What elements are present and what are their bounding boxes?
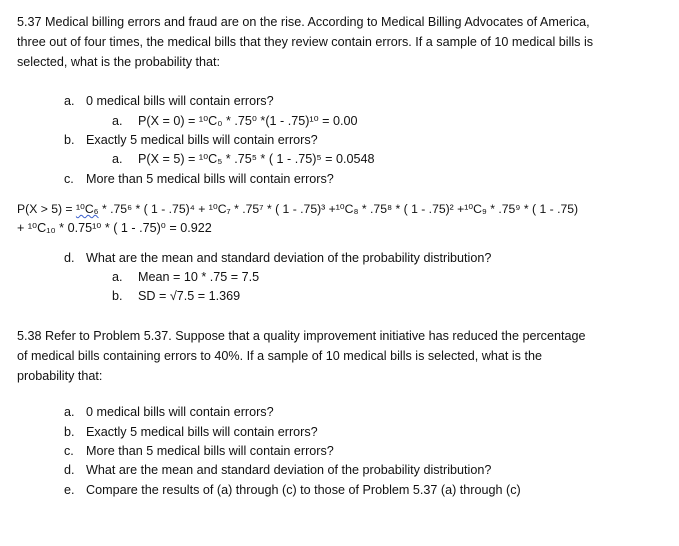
answer-text: P(X = 0) = ¹⁰C₀ * .75⁰ *(1 - .75)¹⁰ = 0.00	[138, 114, 358, 128]
answer-537-c-line2	[17, 219, 212, 237]
item-538-b	[64, 423, 318, 441]
list-marker: a.	[64, 94, 75, 108]
list-marker: b.	[112, 289, 123, 303]
problem-538-intro	[17, 326, 667, 386]
item-538-d	[64, 461, 491, 479]
item-538-c	[64, 442, 334, 460]
answer-537-a	[112, 112, 358, 130]
list-marker: e.	[64, 483, 75, 497]
list-marker: b.	[64, 133, 75, 147]
answer-537-d-sd	[112, 287, 240, 305]
spellcheck-underlined-term: ¹⁰C₆	[75, 202, 99, 216]
item-537-b	[64, 131, 318, 149]
answer-537-d-mean	[112, 268, 259, 286]
question-text: What are the mean and standard deviation of the probability distribution?	[86, 463, 492, 477]
intro-line: three out of four times, the medical bills that they review contain errors. If a sample of 10 medical bills is	[17, 35, 594, 49]
intro-line: selected, what is the probability that:	[17, 55, 221, 69]
list-marker: a.	[112, 152, 123, 166]
question-text: 0 medical bills will contain errors?	[86, 94, 274, 108]
list-marker: c.	[64, 444, 74, 458]
problem-537-intro	[17, 12, 667, 72]
question-text: More than 5 medical bills will contain errors?	[86, 444, 334, 458]
answer-537-c-line1	[17, 200, 578, 218]
question-text: Exactly 5 medical bills will contain errors?	[86, 133, 318, 147]
question-text: Exactly 5 medical bills will contain errors?	[86, 425, 318, 439]
list-marker: a.	[112, 114, 123, 128]
answer-text: Mean = 10 * .75 = 7.5	[138, 270, 260, 284]
answer-text: SD = √7.5 = 1.369	[138, 289, 241, 303]
question-text: 0 medical bills will contain errors?	[86, 405, 274, 419]
list-marker: d.	[64, 251, 75, 265]
question-text: More than 5 medical bills will contain errors?	[86, 172, 334, 186]
answer-lead: P(X > 5) =	[17, 202, 73, 216]
answer-537-b	[112, 150, 375, 168]
list-marker: c.	[64, 172, 74, 186]
item-537-d	[64, 249, 491, 267]
item-537-a	[64, 92, 274, 110]
question-text: Compare the results of (a) through (c) to those of Problem 5.37 (a) through (c)	[86, 483, 521, 497]
intro-line: probability that:	[17, 369, 103, 383]
question-text: What are the mean and standard deviation of the probability distribution?	[86, 251, 492, 265]
intro-line: 5.38 Refer to Problem 5.37. Suppose that a quality improvement initiative has reduced the percentage	[17, 329, 586, 343]
item-538-e	[64, 481, 521, 499]
answer-text: + ¹⁰C₁₀ * 0.75¹⁰ * ( 1 - .75)⁰ = 0.922	[17, 221, 212, 235]
list-marker: d.	[64, 463, 75, 477]
list-marker: a.	[112, 270, 123, 284]
answer-text: * .75⁶ * ( 1 - .75)⁴ + ¹⁰C₇ * .75⁷ * ( 1 - .75)³ +¹⁰C₈ * .75⁸ * ( 1 - .75)² +¹⁰C₉ * .75⁹ * ( 1 - .75)	[98, 202, 579, 216]
intro-line: of medical bills containing errors to 40%. If a sample of 10 medical bills is selected, what is the	[17, 349, 542, 363]
item-537-c	[64, 170, 334, 188]
intro-line: 5.37 Medical billing errors and fraud are on the rise. According to Medical Billing Advocates of America,	[17, 15, 590, 29]
item-538-a	[64, 403, 274, 421]
list-marker: b.	[64, 425, 75, 439]
list-marker: a.	[64, 405, 75, 419]
answer-text: P(X = 5) = ¹⁰C₅ * .75⁵ * ( 1 - .75)⁵ = 0.0548	[138, 152, 375, 166]
